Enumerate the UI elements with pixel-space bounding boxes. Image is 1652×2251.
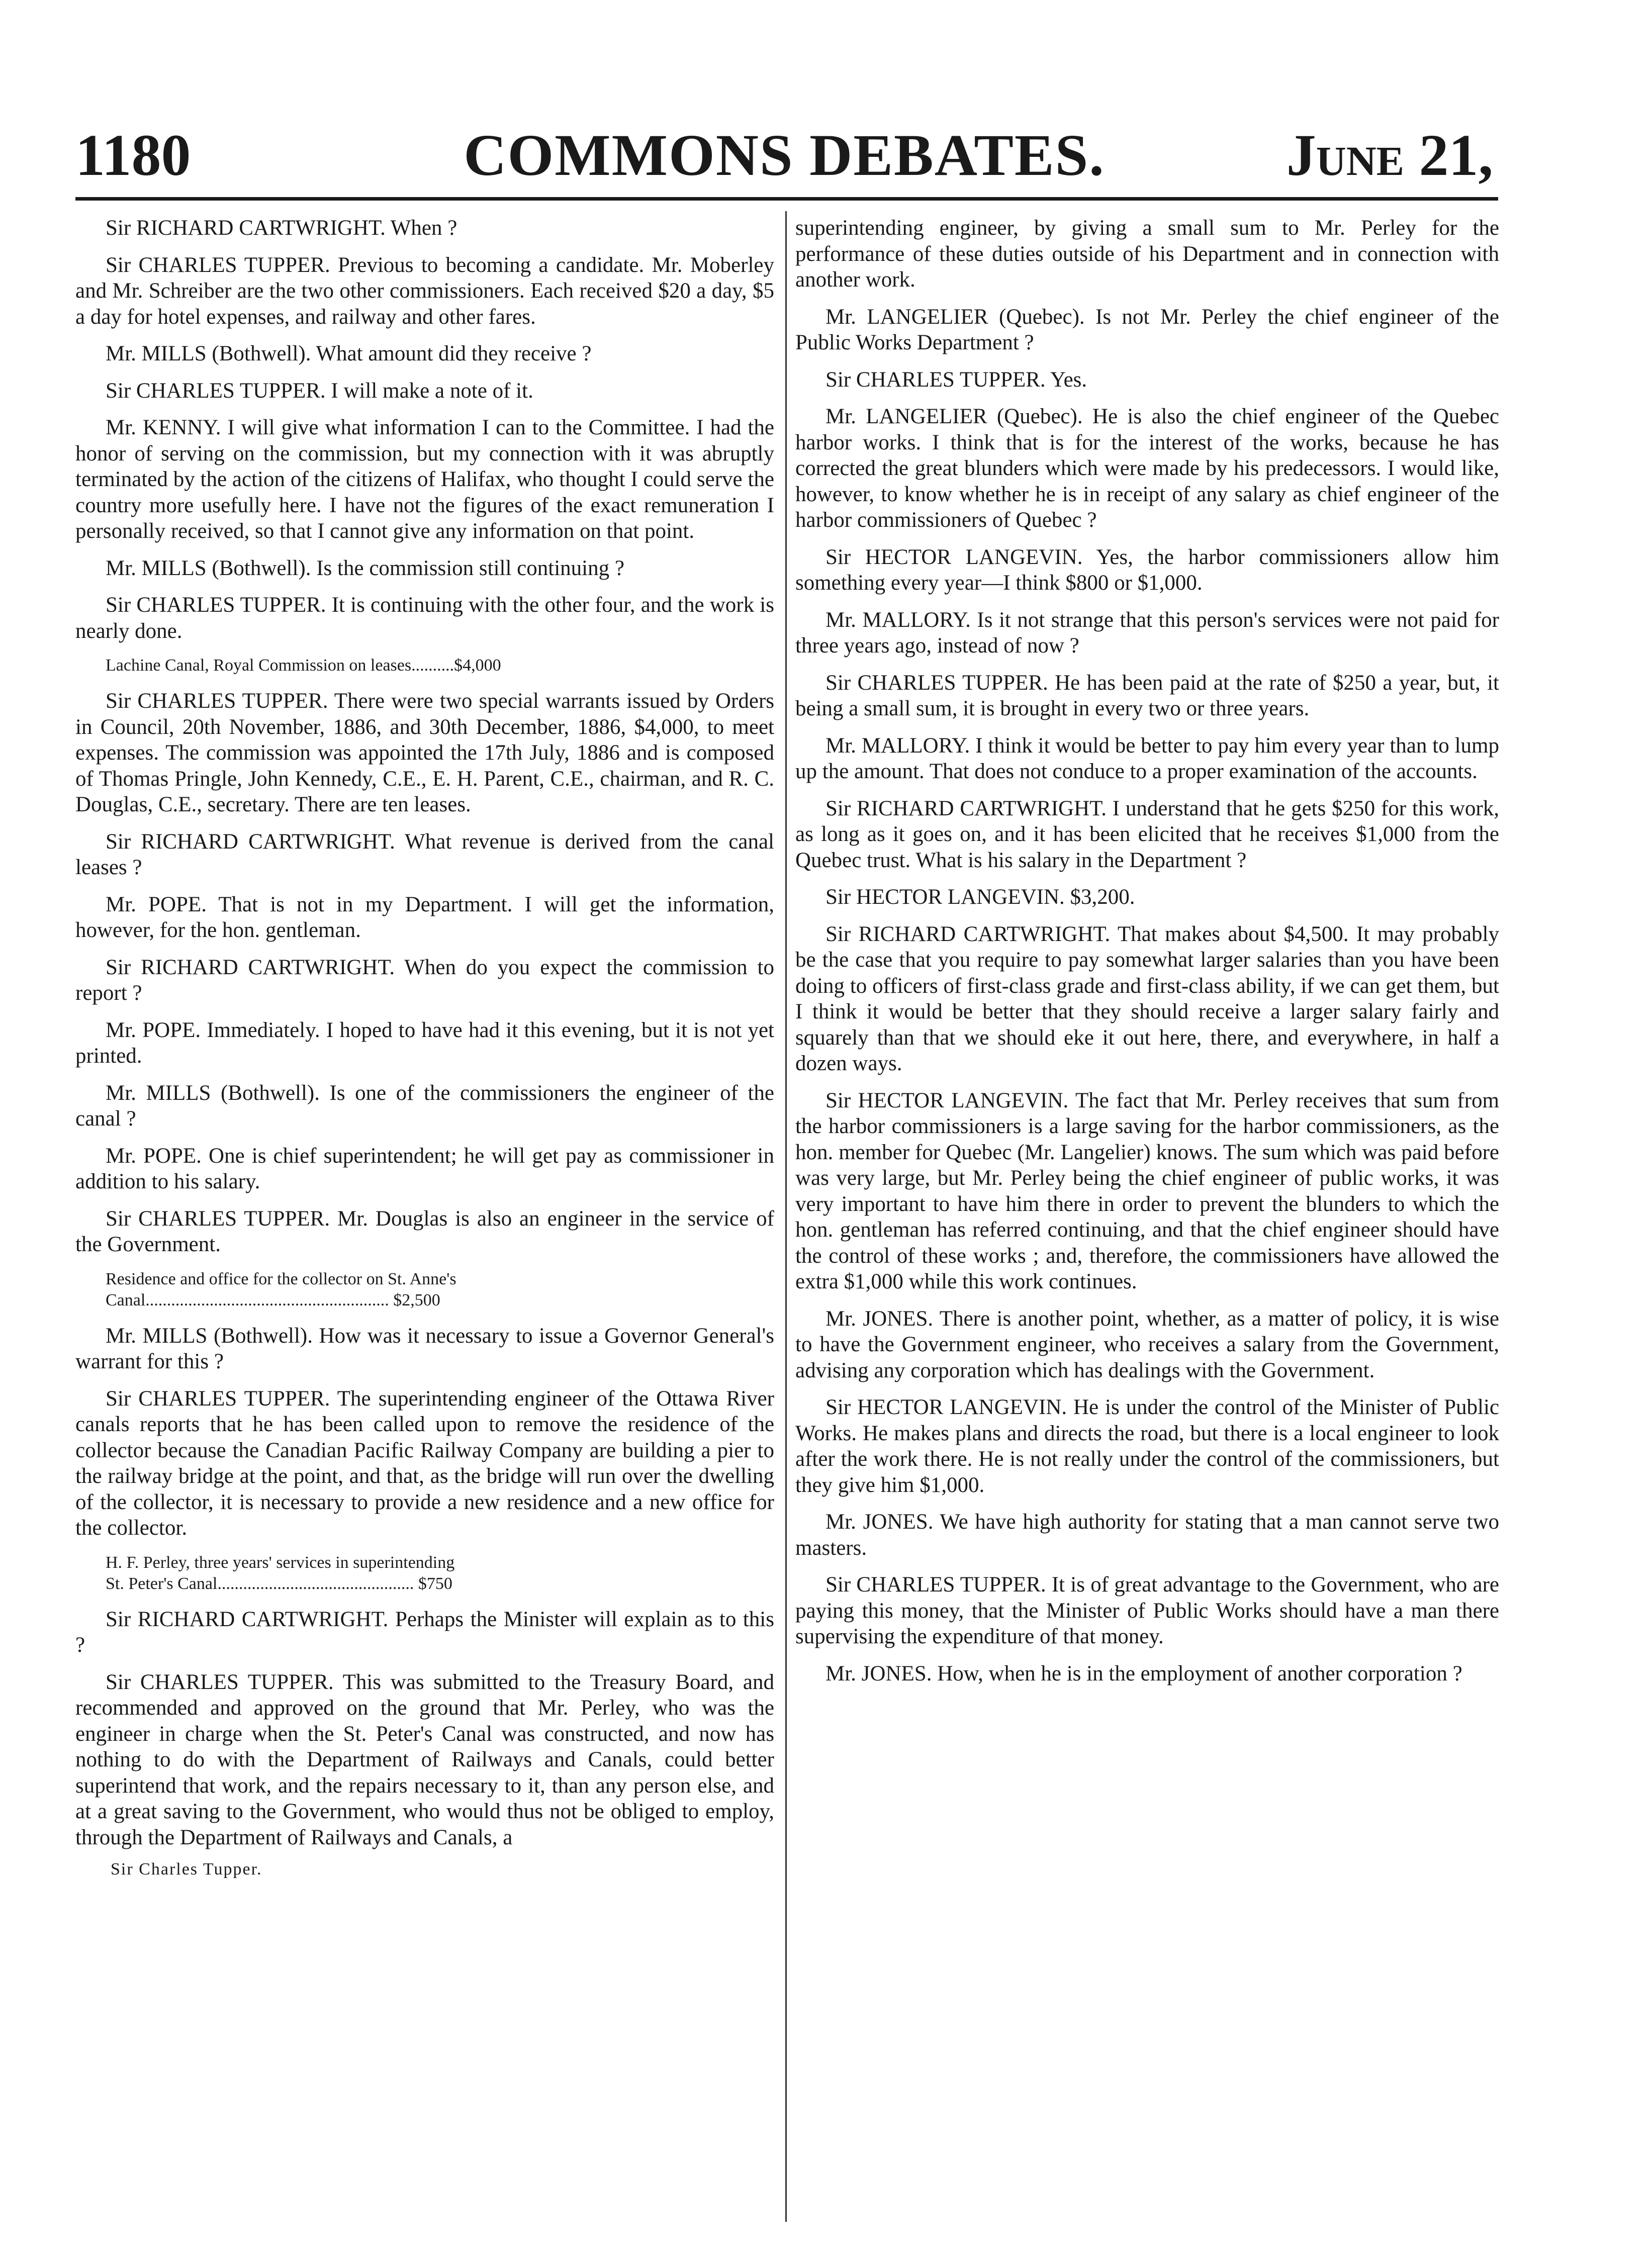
paragraph: Sir CHARLES TUPPER. Previous to becoming a candidate. Mr. Moberley and Mr. Schreiber are the two other commissioners. Each received $20 a day, $5 a day for hotel expenses, and railway and other fares. [75, 253, 774, 329]
paragraph: Mr. MILLS (Bothwell). Is the commission still continuing ? [106, 556, 624, 580]
paragraph: Sir HECTOR LANGEVIN. He is under the control of the Minister of Public Works. He makes plans and directs the road, but there is a local engineer to look after the work there. He is not really under the control of the commissioners, but they give him $1,000. [795, 1395, 1499, 1497]
paragraph: Sir RICHARD CARTWRIGHT. Perhaps the Minister will explain as to this ? [75, 1607, 774, 1657]
page-header [75, 121, 1493, 186]
paragraph: Sir RICHARD CARTWRIGHT. That makes about $4,500. It may probably be the case that you require to pay somewhat larger salaries than you have been doing to officers of first-class grade and first-class ability, if we can get them, but I think it would be better that they should receive a larger salary fairly and squarely than that we should eke it out here, there, and everywhere, in half a dozen ways. [795, 922, 1499, 1075]
paragraph: Mr. JONES. There is another point, whether, as a matter of policy, it is wise to have the Government engineer, who receives a salary from the Government, advising any corporation which has dealings with the Government. [795, 1306, 1499, 1382]
paragraph: superintending engineer, by giving a small sum to Mr. Perley for the performance of these duties outside of his Department and in connection with another work. [795, 216, 1499, 292]
paragraph: Mr. MALLORY. I think it would be better to pay him every year than to lump up the amount. That does not conduce to a proper examination of the accounts. [795, 733, 1499, 783]
estimate-item-lachine: Lachine Canal, Royal Commission on leases..........$4,000 [106, 656, 501, 675]
paragraph: Sir RICHARD CARTWRIGHT. What revenue is derived from the canal leases ? [75, 829, 774, 879]
estimate-item-line: H. F. Perley, three years' services in superintending [106, 1553, 455, 1572]
paragraph: Mr. JONES. How, when he is in the employment of another corporation ? [825, 1661, 1462, 1685]
paragraph: Sir RICHARD CARTWRIGHT. When ? [106, 216, 457, 240]
paragraph: Mr. POPE. One is chief superintendent; he will get pay as commissioner in addition to his salary. [75, 1144, 774, 1193]
page-date: June 21, [1286, 122, 1493, 188]
estimate-item-perley [75, 1552, 774, 1595]
paragraph: Mr. KENNY. I will give what information I can to the Committee. I had the honor of serving on the commission, but my connection with it was abruptly terminated by the action of the citizens of Halifax, who thought I could serve the country more usefully here. I have not the figures of the exact remuneration I personally received, so that I cannot give any information on that point. [75, 416, 774, 543]
paragraph: Mr. LANGELIER (Quebec). He is also the chief engineer of the Quebec harbor works. I think that is for the interest of the works, because he has corrected the great blunders which were made by his predecessors. I would like, however, to know whether he is in receipt of any salary as chief engineer of the harbor commissioners of Quebec ? [795, 405, 1499, 532]
paragraph: Sir CHARLES TUPPER. This was submitted to the Treasury Board, and recommended and approved on the ground that Mr. Perley, who was the engineer in charge when the St. Peter's Canal was constructed, and now has nothing to do with the Department of Railways and Canals, could better superintend that work, and the repairs necessary to it, than any person else, and at a great saving to the Government, who would thus not be obliged to employ, through the Department of Railways and Canals, a [75, 1670, 774, 1849]
paragraph: Sir CHARLES TUPPER. It is of great advantage to the Government, who are paying this money, that the Minister of Public Works should have a man there supervising the expenditure of that money. [795, 1573, 1499, 1648]
paragraph: Sir HECTOR LANGEVIN. $3,200. [825, 885, 1135, 909]
paragraph: Mr. POPE. That is not in my Department. I will get the information, however, for the hon. gentleman. [75, 892, 774, 942]
page-title: COMMONS DEBATES. [464, 122, 1105, 188]
estimate-item-line: St. Peter's Canal.............................................. $750 [106, 1574, 452, 1593]
estimate-item-line: Canal......................................................... $2,500 [106, 1290, 440, 1309]
paragraph: Sir CHARLES TUPPER. There were two special warrants issued by Orders in Council, 20th November, 1886, and 30th December, 1886, $4,000, to meet expenses. The commission was appointed the 17th July, 1886 and is composed of Thomas Pringle, John Kennedy, C.E., E. H. Parent, C.E., chairman, and R. C. Douglas, C.E., secretary. There are ten leases. [75, 689, 774, 816]
paragraph: Sir CHARLES TUPPER. It is continuing with the other four, and the work is nearly done. [75, 593, 774, 643]
paragraph: Sir RICHARD CARTWRIGHT. I understand that he gets $250 for this work, as long as it goes on, and it has been elicited that he receives $1,000 from the Quebec trust. What is his salary in the Department ? [795, 796, 1499, 872]
paragraph: Mr. JONES. We have high authority for stating that a man cannot serve two masters. [795, 1510, 1499, 1560]
footer-note: Sir Charles Tupper. [111, 1860, 262, 1879]
left-column [75, 215, 774, 1883]
paragraph: Sir RICHARD CARTWRIGHT. When do you expect the commission to report ? [75, 955, 774, 1005]
right-column [795, 215, 1499, 1698]
paragraph: Mr. MILLS (Bothwell). How was it necessary to issue a Governor General's warrant for this ? [75, 1324, 774, 1373]
paragraph: Sir CHARLES TUPPER. Yes. [825, 367, 1087, 392]
paragraph: Mr. MILLS (Bothwell). What amount did they receive ? [106, 342, 592, 365]
header-rule [75, 197, 1498, 201]
paragraph: Sir CHARLES TUPPER. I will make a note of it. [106, 379, 533, 403]
column-divider [785, 211, 787, 2222]
paragraph: Mr. LANGELIER (Quebec). Is not Mr. Perley the chief engineer of the Public Works Department ? [795, 305, 1499, 354]
paragraph: Mr. MILLS (Bothwell). Is one of the commissioners the engineer of the canal ? [75, 1081, 774, 1131]
paragraph: Mr. MALLORY. Is it not strange that this person's services were not paid for three years ago, instead of now ? [795, 608, 1499, 658]
paragraph: Sir HECTOR LANGEVIN. The fact that Mr. Perley receives that sum from the harbor commissioners is a large saving for the harbor commissioners, as the hon. member for Quebec (Mr. Langelier) knows. The sum which was paid before was very large, but Mr. Perley being the chief engineer of public works, it was very important to have him there in order to prevent the blunders to which the hon. gentleman has referred continuing, and that the chief engineer should have the control of these works ; and, therefore, the commissioners have allowed the extra $1,000 while this work continues. [795, 1088, 1499, 1293]
paragraph: Sir CHARLES TUPPER. Mr. Douglas is also an engineer in the service of the Government. [75, 1206, 774, 1256]
paragraph: Sir HECTOR LANGEVIN. Yes, the harbor commissioners allow him something every year—I think $800 or $1,000. [795, 545, 1499, 595]
page-number: 1180 [75, 122, 191, 188]
estimate-item-line: Residence and office for the collector on St. Anne's [106, 1269, 456, 1288]
paragraph: Sir CHARLES TUPPER. The superintending engineer of the Ottawa River canals reports that he has been called upon to remove the residence of the collector because the Canadian Pacific Railway Company are building a pier to the railway bridge at the point, and that, as the bridge will run over the dwelling of the collector, it is necessary to provide a new residence and a new office for the collector. [75, 1386, 774, 1540]
paragraph: Mr. POPE. Immediately. I hoped to have had it this evening, but it is not yet printed. [75, 1018, 774, 1068]
estimate-item-residence [75, 1269, 774, 1311]
paragraph: Sir CHARLES TUPPER. He has been paid at the rate of $250 a year, but, it being a small sum, it is brought in every two or three years. [795, 671, 1499, 720]
